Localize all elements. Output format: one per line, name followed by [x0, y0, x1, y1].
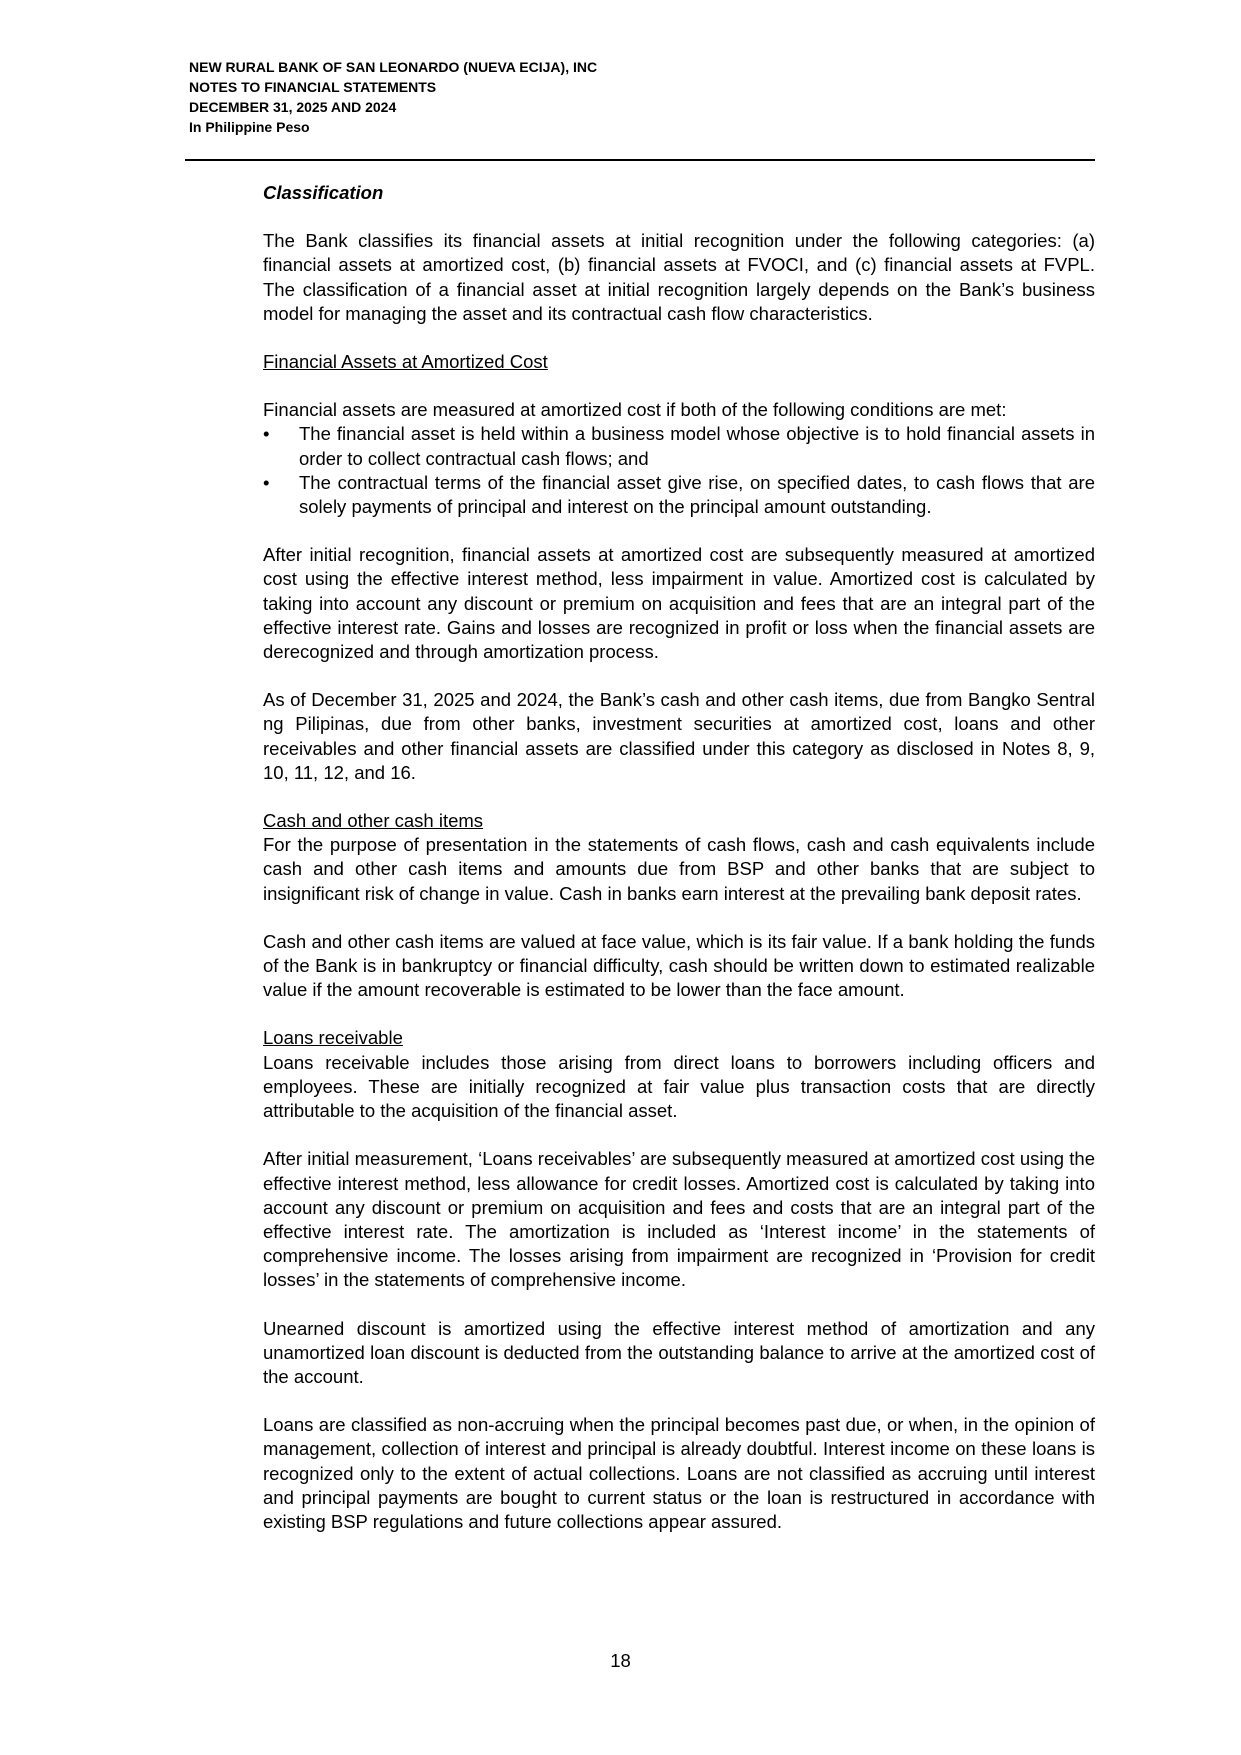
cash-purpose-paragraph: For the purpose of presentation in the statements of cash flows, cash and cash equivalents include cash and other cash items and amounts due from BSP and other banks that are subject to insignificant risk of change in value. Cash in banks earn interest at the prevailing bank deposit rates.	[263, 834, 1095, 904]
document-body	[263, 181, 1095, 1558]
list-item	[263, 422, 1095, 470]
as-of-december-paragraph: As of December 31, 2025 and 2024, the Bank’s cash and other cash items, due from Bangko Sentral ng Pilipinas, due from other banks, investment securities at amortized cost, loans and other receivables and other financial assets are classified under this category as disclosed in Notes 8, 9, 10, 11, 12, and 16.	[263, 689, 1095, 783]
list-item-text: The contractual terms of the financial asset give rise, on specified dates, to cash flows that are solely payments of principal and interest on the principal amount outstanding.	[299, 471, 1095, 518]
after-recognition-paragraph: After initial recognition, financial assets at amortized cost are subsequently measured at amortized cost using the effective interest method, less impairment in value. Amortized cost is calculated by taking into account any discount or premium on acquisition and fees that are an integral part of the effective interest rate. Gains and losses are recognized in profit or loss when the financial assets are derecognized and through amortization process.	[263, 544, 1095, 663]
loans-after-measurement-paragraph: After initial measurement, ‘Loans receivables’ are subsequently measured at amortized cost using the effective interest method, less allowance for credit losses. Amortized cost is calculated by taking into account any discount or premium on acquisition and fees and costs that are an integral part of the effective interest rate. The amortization is included as ‘Interest income’ in the statements of comprehensive income. The losses arising from impairment are recognized in ‘Provision for credit losses’ in the statements of comprehensive income.	[263, 1148, 1095, 1291]
list-item-text: The financial asset is held within a business model whose objective is to hold financial assets in order to collect contractual cash flows; and	[299, 423, 1095, 469]
section-title: Classification	[263, 182, 384, 203]
loans-includes-paragraph: Loans receivable includes those arising from direct loans to borrowers including officers and employees. These are initially recognized at fair value plus transaction costs that are directly attributable to the acquisition of the financial asset.	[263, 1051, 1095, 1122]
conditions-intro-paragraph: Financial assets are measured at amortized cost if both of the following conditions are met:	[263, 399, 1007, 421]
bullet-icon: •	[263, 423, 270, 445]
page-number: 18	[610, 1650, 631, 1671]
bullet-icon: •	[263, 471, 270, 493]
subheading-loans-receivable: Loans receivable	[263, 1027, 403, 1049]
conditions-list	[263, 422, 1095, 519]
non-accruing-paragraph: Loans are classified as non-accruing when the principal becomes past due, or when, in the opinion of management, collection of interest and principal is already doubtful. Interest income on these loans is recognized only to the extent of actual collections. Loans are not classified as accruing until interest and principal payments are bought to current status or the loan is restructured in accordance with existing BSP regulations and future collections appear assured.	[263, 1414, 1095, 1532]
subheading-cash-items: Cash and other cash items	[263, 810, 484, 832]
unearned-discount-paragraph: Unearned discount is amortized using the effective interest method of amortization and any unamortized loan discount is deducted from the outstanding balance to arrive at the amortized cost of the account.	[263, 1317, 1095, 1387]
list-item	[263, 471, 1095, 519]
header-divider	[185, 159, 1095, 161]
document-title: NOTES TO FINANCIAL STATEMENTS	[189, 79, 437, 95]
cash-face-value-paragraph: Cash and other cash items are valued at face value, which is its fair value. If a bank holding the funds of the Bank is in bankruptcy or financial difficulty, cash should be written down to estimated realizable value if the amount recoverable is estimated to be lower than the face amount.	[263, 930, 1095, 1001]
document-header	[189, 57, 597, 137]
classification-paragraph: The Bank classifies its financial assets at initial recognition under the following categories: (a) financial assets at amortized cost, (b) financial assets at FVOCI, and (c) financial assets at FVPL. The classification of a financial asset at initial recognition largely depends on the Bank’s business model for managing the asset and its contractual cash flow characteristics.	[263, 230, 1095, 324]
company-name: NEW RURAL BANK OF SAN LEONARDO (NUEVA ECIJA), INC	[189, 59, 598, 75]
subheading-amortized-cost: Financial Assets at Amortized Cost	[263, 351, 548, 373]
reporting-period: DECEMBER 31, 2025 AND 2024	[189, 99, 397, 115]
currency-note: In Philippine Peso	[189, 119, 310, 135]
